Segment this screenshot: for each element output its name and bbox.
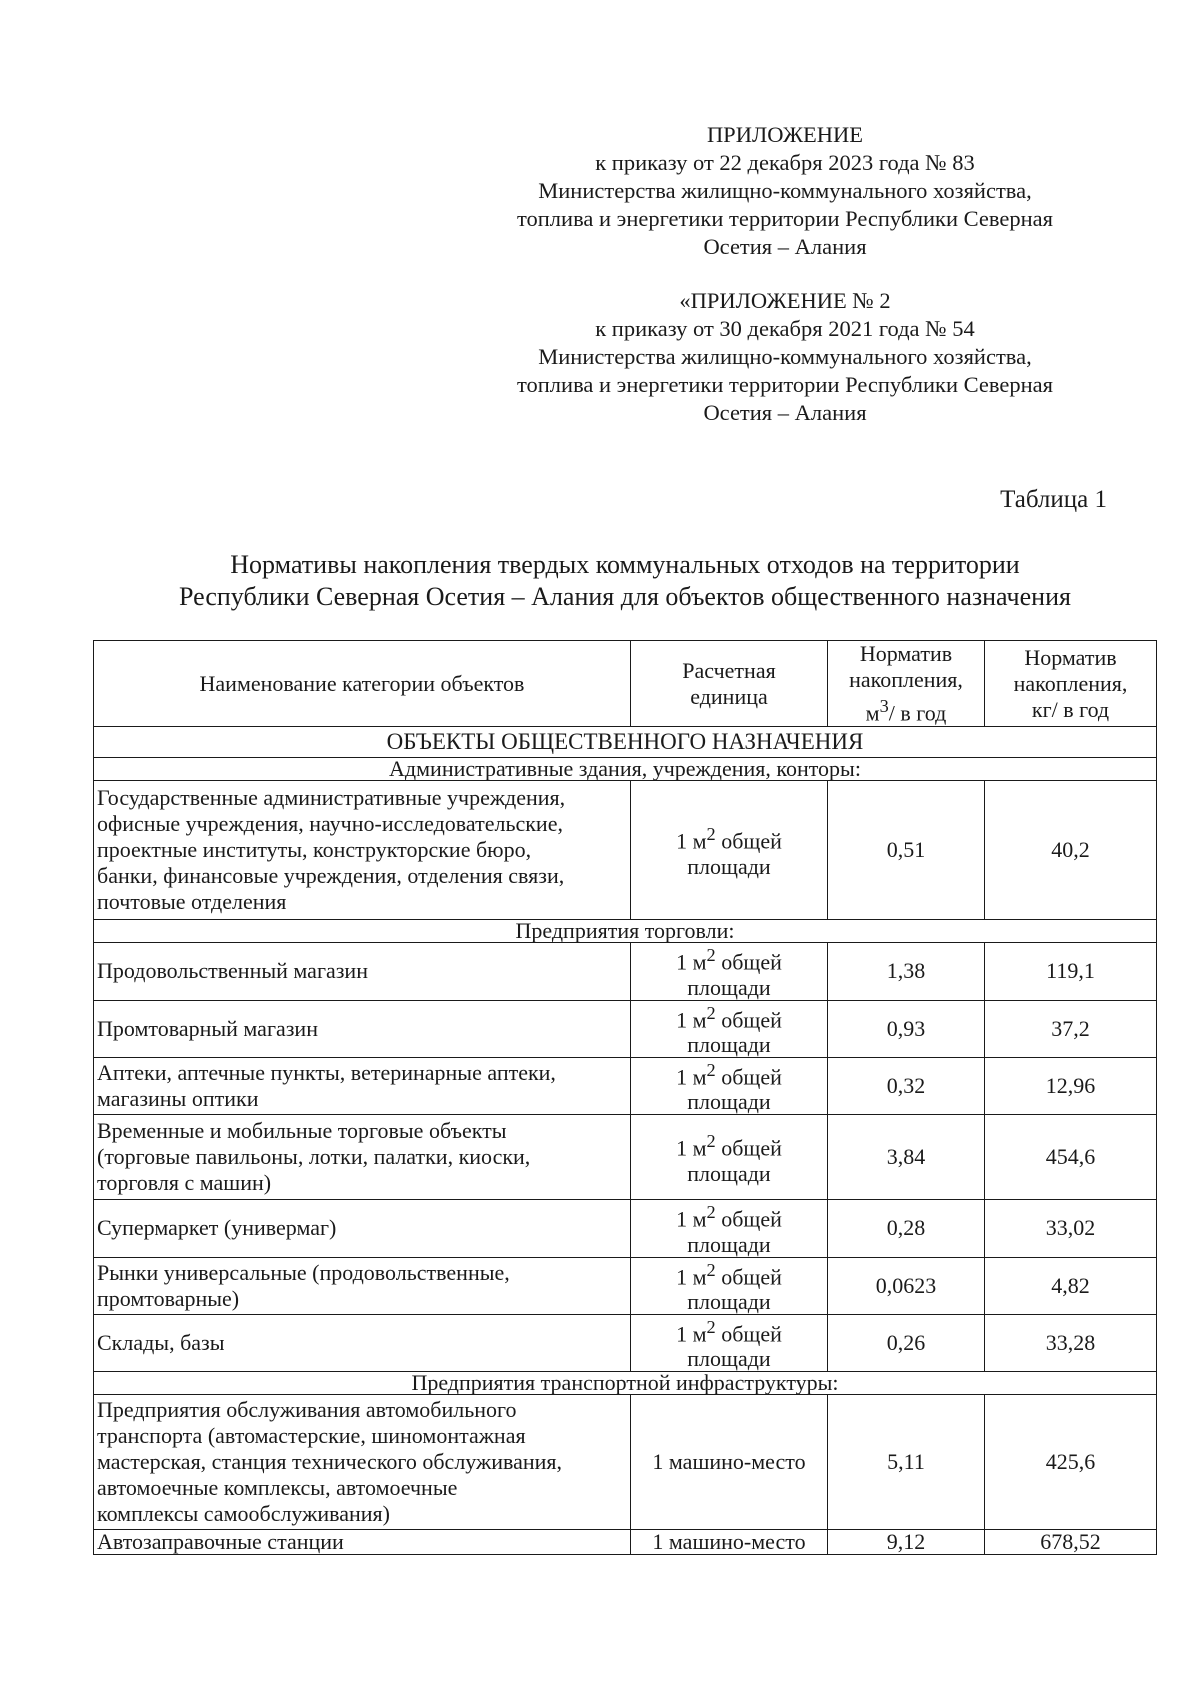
name-line: проектные институты, конструкторские бюро, (97, 837, 532, 863)
unit-text: 1 м (676, 1006, 707, 1032)
volume-value: 0,51 (828, 781, 985, 920)
unit-text: 1 м (676, 827, 707, 853)
name-line: Временные и мобильные торговые объекты (97, 1118, 507, 1144)
unit-text: общей (715, 827, 782, 853)
volume-value: 0,93 (828, 1000, 985, 1057)
group-row (94, 920, 1157, 943)
category-name: Продовольственный магазин (94, 943, 631, 1000)
unit-text: общей (715, 1263, 782, 1289)
group-title: Предприятия транспортной инфраструктуры: (94, 1372, 1157, 1395)
appendix-header-2 (495, 287, 1075, 427)
header-volume-line: Норматив (859, 641, 953, 666)
unit-cell (631, 1000, 828, 1057)
section-row (94, 727, 1157, 758)
unit-text: общей (715, 1006, 782, 1032)
category-name: Склады, базы (94, 1314, 631, 1371)
unit-text: 1 м (676, 1134, 707, 1160)
table-row (94, 1257, 1157, 1314)
unit-cell (631, 1200, 828, 1257)
category-name: Автозаправочные станции (94, 1530, 631, 1555)
unit-text: общей (715, 1206, 782, 1232)
table-row (94, 781, 1157, 920)
unit-text: общей (715, 1064, 782, 1090)
table-header-row (94, 641, 1157, 727)
appendix-line: к приказу от 30 декабря 2021 года № 54 (595, 316, 975, 341)
unit-cell: 1 машино-место (631, 1530, 828, 1555)
category-name (94, 1057, 631, 1114)
mass-value: 425,6 (985, 1395, 1157, 1530)
appendix-line: Министерства жилищно-коммунального хозяйства, (538, 344, 1032, 369)
unit-cell: 1 машино-место (631, 1395, 828, 1530)
group-title: Предприятия торговли: (94, 920, 1157, 943)
table-row (94, 1530, 1157, 1555)
table-row (94, 1000, 1157, 1057)
volume-value: 1,38 (828, 943, 985, 1000)
header-unit (631, 641, 828, 727)
name-line: мастерская, станция технического обслуживания, (97, 1449, 563, 1475)
table-row (94, 1200, 1157, 1257)
section-title: ОБЪЕКТЫ ОБЩЕСТВЕННОГО НАЗНАЧЕНИЯ (94, 727, 1157, 758)
unit-exp: 2 (706, 945, 716, 966)
unit-text: площади (687, 1346, 771, 1372)
volume-value: 5,11 (828, 1395, 985, 1530)
unit-text: площади (687, 853, 771, 879)
appendix-line: топлива и энергетики территории Республики Северная (516, 372, 1053, 397)
appendix-heading: ПРИЛОЖЕНИЕ (706, 122, 864, 147)
name-line: банки, финансовые учреждения, отделения связи, (97, 863, 565, 889)
name-line: транспорта (автомастерские, шиномонтажная (97, 1423, 526, 1449)
unit-cell (631, 1314, 828, 1371)
unit-text: общей (715, 1134, 782, 1160)
unit-exp: 2 (706, 1316, 716, 1337)
unit-cell (631, 943, 828, 1000)
appendix-header-1 (495, 121, 1075, 261)
unit-text: 1 м (676, 1064, 707, 1090)
unit-exp: 2 (706, 1059, 716, 1080)
unit-exp: 2 (706, 823, 716, 844)
header-mass-line: Норматив (1024, 644, 1117, 670)
header-volume-unit-exp: 3 (879, 696, 889, 716)
mass-value: 33,28 (985, 1314, 1157, 1371)
name-line: магазины оптики (97, 1086, 259, 1112)
table-row (94, 1314, 1157, 1371)
category-name: Промтоварный магазин (94, 1000, 631, 1057)
unit-text: площади (687, 1160, 771, 1186)
table-row (94, 1057, 1157, 1114)
name-line: (торговые павильоны, лотки, палатки, киоски, (97, 1144, 531, 1170)
appendix-heading: «ПРИЛОЖЕНИЕ № 2 (679, 288, 891, 313)
mass-value: 33,02 (985, 1200, 1157, 1257)
category-name (94, 1395, 631, 1530)
table-row (94, 1115, 1157, 1200)
unit-text: площади (687, 1288, 771, 1314)
name-line: Аптеки, аптечные пункты, ветеринарные аптеки, (97, 1060, 556, 1086)
unit-text: 1 м (676, 1206, 707, 1232)
appendix-line: к приказу от 22 декабря 2023 года № 83 (595, 150, 975, 175)
appendix-line: Осетия – Алания (703, 234, 867, 259)
unit-cell (631, 781, 828, 920)
mass-value: 12,96 (985, 1057, 1157, 1114)
name-line: офисные учреждения, научно-исследовательские, (97, 811, 563, 837)
name-line: почтовые отделения (97, 889, 287, 915)
appendix-line: Министерства жилищно-коммунального хозяйства, (538, 178, 1032, 203)
category-name (94, 1257, 631, 1314)
document-title (95, 549, 1155, 613)
table-row (94, 943, 1157, 1000)
appendix-line: топлива и энергетики территории Республики Северная (516, 206, 1053, 231)
unit-cell (631, 1115, 828, 1200)
header-mass-unit: кг/ в год (1031, 696, 1110, 722)
unit-cell (631, 1057, 828, 1114)
header-volume (828, 641, 985, 727)
unit-text: 1 м (676, 1263, 707, 1289)
appendix-line: Осетия – Алания (703, 400, 867, 425)
unit-text: площади (687, 1089, 771, 1115)
header-volume-line: накопления, (849, 667, 963, 692)
header-unit-line: Расчетная (682, 657, 776, 683)
name-line: комплексы самообслуживания) (97, 1501, 390, 1527)
table-label: Таблица 1 (1000, 486, 1107, 513)
name-line: Предприятия обслуживания автомобильного (97, 1397, 517, 1423)
header-volume-unit: м (865, 700, 880, 726)
name-line: Государственные административные учреждения, (97, 785, 566, 811)
unit-text: общей (715, 1321, 782, 1347)
volume-value: 0,26 (828, 1314, 985, 1371)
category-name (94, 1115, 631, 1200)
unit-exp: 2 (706, 1002, 716, 1023)
header-mass-line: накопления, (1013, 670, 1128, 696)
table-row (94, 1395, 1157, 1530)
unit-text: площади (687, 1031, 771, 1057)
group-row (94, 758, 1157, 781)
unit-text: 1 м (676, 1321, 707, 1347)
category-name (94, 781, 631, 920)
unit-text: общей (715, 949, 782, 975)
unit-exp: 2 (706, 1130, 716, 1151)
mass-value: 37,2 (985, 1000, 1157, 1057)
unit-exp: 2 (706, 1259, 716, 1280)
group-title: Административные здания, учреждения, конторы: (94, 758, 1157, 781)
title-line-1: Нормативы накопления твердых коммунальных отходов на территории (230, 550, 1020, 579)
unit-cell (631, 1257, 828, 1314)
mass-value: 4,82 (985, 1257, 1157, 1314)
mass-value: 40,2 (985, 781, 1157, 920)
mass-value: 678,52 (985, 1530, 1157, 1555)
norms-table (93, 640, 1157, 1555)
name-line: промтоварные) (97, 1285, 240, 1311)
volume-value: 9,12 (828, 1530, 985, 1555)
group-row (94, 1372, 1157, 1395)
header-mass (985, 641, 1157, 727)
volume-value: 0,32 (828, 1057, 985, 1114)
name-line: торговля с машин) (97, 1170, 272, 1196)
category-name: Супермаркет (универмаг) (94, 1200, 631, 1257)
mass-value: 119,1 (985, 943, 1157, 1000)
title-line-2: Республики Северная Осетия – Алания для объектов общественного назначения (179, 582, 1071, 611)
name-line: автомоечные комплексы, автомоечные (97, 1475, 458, 1501)
unit-text: площади (687, 974, 771, 1000)
name-line: Рынки универсальные (продовольственные, (97, 1259, 510, 1285)
header-volume-unit-rest: / в год (888, 700, 947, 726)
volume-value: 3,84 (828, 1115, 985, 1200)
volume-value: 0,28 (828, 1200, 985, 1257)
unit-text: площади (687, 1231, 771, 1257)
unit-text: 1 м (676, 949, 707, 975)
volume-value: 0,0623 (828, 1257, 985, 1314)
mass-value: 454,6 (985, 1115, 1157, 1200)
header-category: Наименование категории объектов (94, 641, 631, 727)
unit-exp: 2 (706, 1202, 716, 1223)
header-unit-line: единица (690, 683, 768, 709)
